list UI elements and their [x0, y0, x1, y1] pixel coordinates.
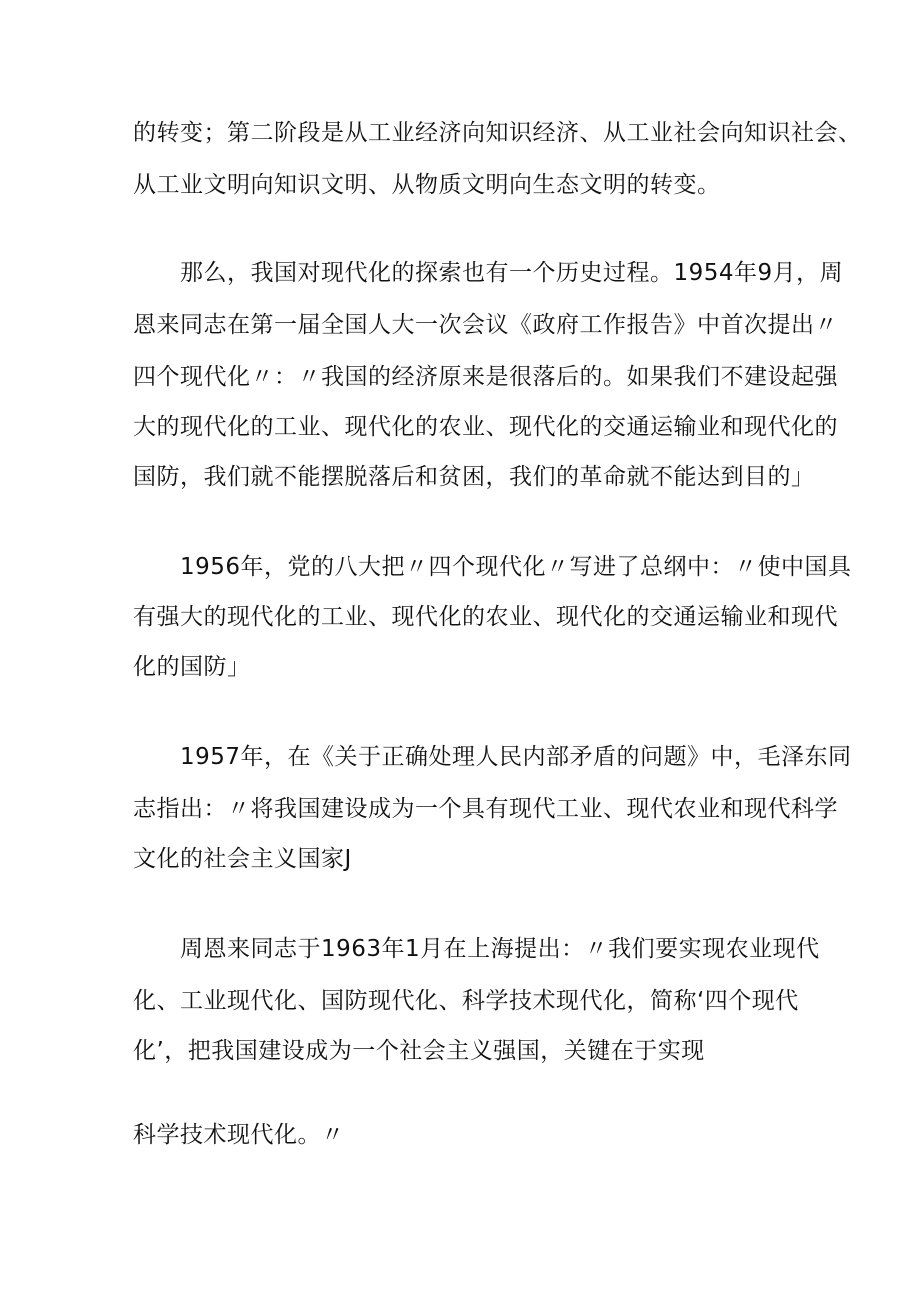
text-line: 科学技术现代化。〃: [133, 1122, 345, 1148]
text-line: 四个现代化〃：〃我国的经济原来是很落后的。如果我们不建设起强: [133, 364, 838, 390]
text-line: 从工业文明向知识文明、从物质文明向生态文明的转变。: [133, 172, 721, 198]
text-line: 周恩来同志于1963年1月在上海提出：〃我们要实现农业现代: [180, 936, 820, 962]
text-line: 的转变；第二阶段是从工业经济向知识经济、从工业社会向知识社会、: [133, 120, 862, 146]
text-line: 志指出：〃将我国建设成为一个具有现代工业、现代农业和现代科学: [133, 796, 838, 822]
text-line: 化’，把我国建设成为一个社会主义强国，关键在于实现: [133, 1038, 705, 1064]
text-line: 有强大的现代化的工业、现代化的农业、现代化的交通运输业和现代: [133, 604, 838, 630]
text-line: 1956年，党的八大把〃四个现代化〃写进了总纲中：〃使中国具: [180, 554, 852, 580]
text-line: 1957年，在《关于正确处理人民内部矛盾的问题》中，毛泽东同: [180, 744, 852, 770]
text-line: 化的国防」: [133, 654, 251, 680]
text-line: 恩来同志在第一届全国人大一次会议《政府工作报告》中首次提出〃: [133, 312, 838, 338]
text-line: 文化的社会主义国家J: [133, 846, 352, 872]
text-line: 国防，我们就不能摆脱落后和贫困，我们的革命就不能达到目的」: [133, 464, 815, 490]
text-line: 那么，我国对现代化的探索也有一个历史过程。1954年9月，周: [180, 260, 844, 286]
text-line: 化、工业现代化、国防现代化、科学技术现代化，简称‘四个现代: [133, 988, 799, 1014]
text-line: 大的现代化的工业、现代化的农业、现代化的交通运输业和现代化的: [133, 414, 838, 440]
